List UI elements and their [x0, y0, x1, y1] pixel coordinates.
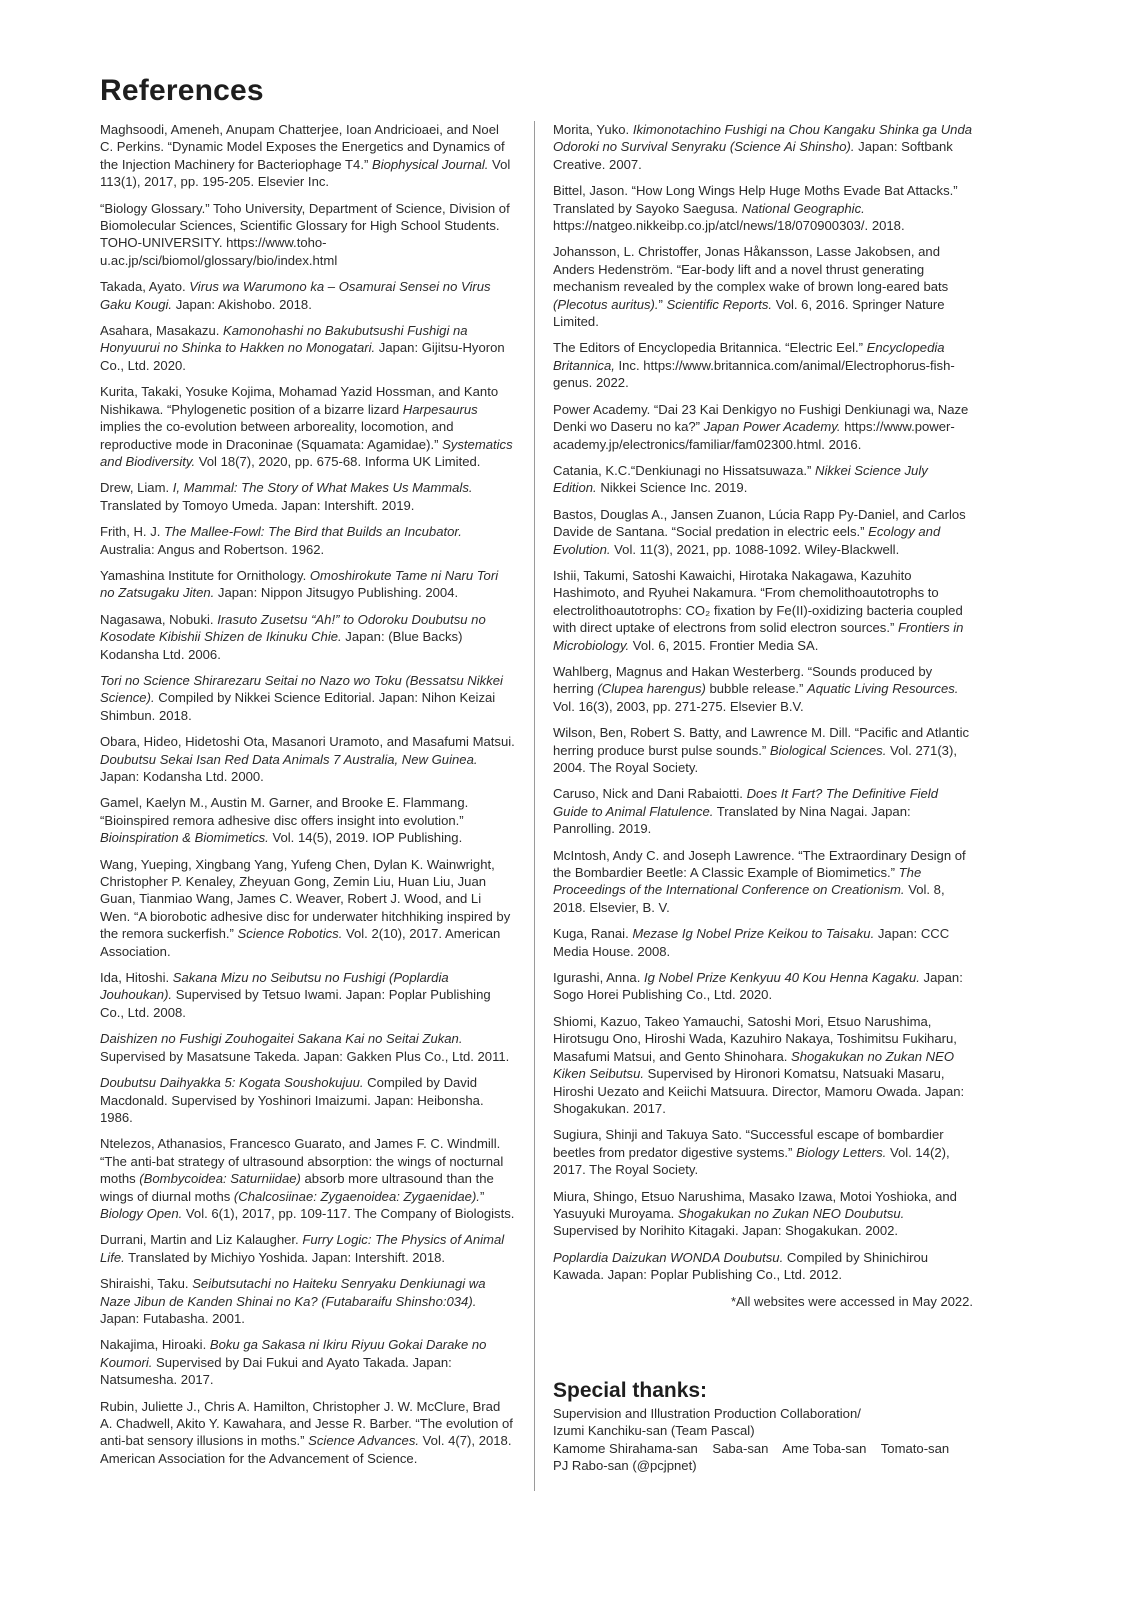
- special-thanks: [553, 1379, 973, 1475]
- reference-text: Yamashina Institute for Ornithology.: [100, 567, 310, 583]
- reference-text: Japan: CCC Media House. 2008.: [553, 926, 950, 959]
- reference-title: Biology Letters.: [796, 1144, 887, 1160]
- reference-text: Australia: Angus and Robertson. 1962.: [100, 541, 325, 557]
- reference-entry: [100, 672, 515, 724]
- reference-text: Vol. 11(3), 2021, pp. 1088-1092. Wiley-Blackwell.: [610, 541, 900, 557]
- reference-text: Supervised by Norihito Kitagaki. Japan: Shogakukan. 2002.: [553, 1223, 899, 1239]
- reference-text: Gamel, Kaelyn M., Austin M. Garner, and Brooke E. Flammang. “Bioinspired remora adhesive disc offers insight into evolution.”: [100, 795, 469, 828]
- reference-text: Miura, Shingo, Etsuo Narushima, Masako Izawa, Motoi Yoshioka, and Yasuyuki Muroyama.: [553, 1188, 957, 1221]
- reference-text: The Editors of Encyclopedia Britannica. “Electric Eel.”: [553, 340, 867, 356]
- reference-text: Sugiura, Shinji and Takuya Sato. “Successful escape of bombardier beetles from predator digestive systems.”: [553, 1127, 944, 1160]
- reference-title: Daishizen no Fushigi Zouhogaitei Sakana Kai no Seitai Zukan.: [100, 1031, 463, 1047]
- reference-text: Vol. 14(2), 2017. The Royal Society.: [553, 1144, 950, 1178]
- reference-title: Scientific Reports.: [666, 296, 773, 312]
- reference-entry: [100, 733, 515, 785]
- reference-entry: [553, 1249, 973, 1284]
- reference-title: I, Mammal: The Story of What Makes Us Mammals.: [172, 480, 473, 496]
- reference-entry: [100, 479, 515, 514]
- reference-entry: [100, 121, 515, 191]
- reference-text: Inc. https://www.britannica.com/animal/Electrophorus-fish-genus. 2022.: [553, 357, 955, 391]
- reference-text: Japan: Nippon Jitsugyo Publishing. 2004.: [214, 585, 459, 601]
- reference-text: Vol. 14(5), 2019. IOP Publishing.: [268, 830, 463, 846]
- reference-text: “Biology Glossary.” Toho University, Department of Science, Division of Biomolecular Sciences, Scientific Glossary for High School Students. TOHO-UNIVERSITY. https://www.toho-u.ac.jp/sci/biomol/glossary/bio/index.html: [100, 200, 510, 268]
- reference-entry: [100, 567, 515, 602]
- reference-text: Nagasawa, Nobuki.: [100, 611, 218, 627]
- reference-title: National Geographic.: [741, 200, 865, 216]
- reference-text: Ida, Hitoshi.: [100, 970, 173, 986]
- reference-title: Tori no Science Shirarezaru Seitai no Nazo wo Toku (Bessatsu Nikkei Science).: [100, 672, 503, 706]
- references-right-column: [553, 121, 973, 1310]
- reference-text: Vol. 8, 2018. Elsevier, B. V.: [553, 882, 945, 915]
- reference-text: Supervised by Masatsune Takeda. Japan: Gakken Plus Co., Ltd. 2011.: [100, 1048, 510, 1064]
- reference-text: Asahara, Masakazu.: [100, 323, 223, 339]
- reference-text: bubble release.”: [705, 681, 808, 697]
- reference-text: Bastos, Douglas A., Jansen Zuanon, Lúcia Rapp Py-Daniel, and Carlos Davide de Santana. “Social predation in electric eels.”: [553, 506, 966, 540]
- reference-entry: [553, 925, 973, 960]
- reference-entry: [553, 663, 973, 715]
- reference-text: Compiled by Nikkei Science Editorial. Japan: Nihon Keizai Shimbun. 2018.: [100, 690, 496, 723]
- special-thanks-line: Supervision and Illustration Production Collaboration/: [553, 1406, 861, 1421]
- reference-entry: [100, 322, 515, 374]
- references-left-column: [100, 121, 515, 1476]
- reference-title: Frontiers in Microbiology.: [553, 620, 964, 653]
- reference-text: Bittel, Jason. “How Long Wings Help Huge Moths Evade Bat Attacks.” Translated by Sayoko Saegusa.: [553, 183, 958, 216]
- reference-text: Igurashi, Anna.: [553, 970, 644, 986]
- reference-title: (Plecotus auritus).: [553, 296, 659, 312]
- reference-entry: [100, 200, 515, 270]
- reference-title: Encyclopedia Britannica,: [553, 340, 945, 373]
- reference-text: ”: [479, 1188, 485, 1204]
- reference-title: Sakana Mizu no Seibutsu no Fushigi (Poplardia Jouhoukan).: [100, 970, 449, 1003]
- reference-title: (Bombycoidea: Saturniidae): [139, 1171, 301, 1187]
- reference-text: Wahlberg, Magnus and Hakan Westerberg. “Sounds produced by herring: [553, 663, 933, 697]
- reference-text: Translated by Nina Nagai. Japan: Panrolling. 2019.: [553, 803, 911, 837]
- reference-text: Japan: Kodansha Ltd. 2000.: [100, 769, 264, 784]
- reference-text: Japan: Sogo Horei Publishing Co., Ltd. 2020.: [553, 970, 963, 1003]
- reference-text: https://www.power-academy.jp/electronics/familiar/fam02300.html. 2016.: [553, 419, 955, 452]
- reference-text: Vol 18(7), 2020, pp. 675-68. Informa UK Limited.: [195, 453, 481, 469]
- reference-title: Doubutsu Daihyakka 5: Kogata Soushokujuu.: [100, 1075, 364, 1091]
- reference-entry: [100, 1275, 515, 1327]
- reference-text: Shiomi, Kazuo, Takeo Yamauchi, Satoshi Mori, Etsuo Narushima, Hirotsugu Ono, Hiroshi Wada, Kazuhiro Nakaya, Toshimitsu Fukiharu, Masafumi Matsui, and Gento Shinohara.: [553, 1013, 957, 1064]
- reference-entry: [553, 506, 973, 558]
- reference-entry: [100, 1135, 515, 1222]
- reference-title: Virus wa Warumono ka – Osamurai Sensei no Virus Gaku Kougi.: [100, 279, 491, 312]
- page-title: References: [100, 74, 264, 107]
- reference-entry: [553, 969, 973, 1004]
- reference-title: Ikimonotachino Fushigi na Chou Kangaku Shinka ga Unda Odoroki no Survival Senyraku (Science Ai Shinsho).: [553, 122, 973, 155]
- reference-text: Vol. 271(3), 2004. The Royal Society.: [553, 742, 957, 775]
- reference-text: Kuga, Ranai.: [553, 926, 633, 942]
- reference-text: ”: [658, 296, 667, 312]
- reference-text: Nakajima, Hiroaki.: [100, 1337, 210, 1353]
- special-thanks-title: Special thanks:: [553, 1379, 708, 1402]
- reference-text: Japan: Futabasha. 2001.: [100, 1310, 245, 1326]
- reference-entry: [100, 1336, 515, 1388]
- reference-text: Rubin, Juliette J., Chris A. Hamilton, Christopher J. W. McClure, Brad A. Chadwell, Akito Y. Kawahara, and Jesse R. Barber. “The evolution of anti-bat sensory illusions in moths.”: [100, 1398, 513, 1449]
- reference-entry: [100, 1231, 515, 1266]
- reference-title: Systematics and Biodiversity.: [100, 436, 513, 469]
- reference-entry: [553, 1013, 973, 1117]
- reference-entry: [100, 1074, 515, 1126]
- reference-text: Durrani, Martin and Liz Kalaugher.: [100, 1232, 303, 1248]
- reference-entry: [553, 724, 973, 776]
- reference-title: Shogakukan no Zukan NEO Doubutsu.: [677, 1205, 905, 1221]
- special-thanks-line: Kamome Shirahama-san Saba-san Ame Toba-san Tomato-san: [553, 1440, 950, 1456]
- reference-title: Does It Fart? The Definitive Field Guide to Animal Flatulence.: [553, 786, 938, 819]
- special-thanks-line: Izumi Kanchiku-san (Team Pascal): [553, 1423, 755, 1439]
- reference-text: Japan: Akishobo. 2018.: [172, 296, 312, 312]
- reference-title: The Mallee-Fowl: The Bird that Builds an Incubator.: [164, 524, 462, 540]
- reference-title: Seibutsutachi no Haiteku Senryaku Denkiunagi wa Naze Jibun de Kanden Shinai no Ka? (Futabaraifu Shinsho:034).: [100, 1276, 486, 1309]
- reference-text: Japan: (Blue Backs) Kodansha Ltd. 2006.: [100, 629, 463, 662]
- reference-title: Science Advances.: [308, 1433, 420, 1449]
- reference-title: Omoshirokute Tame ni Naru Tori no Zatsugaku Jiten.: [100, 567, 499, 601]
- reference-text: Supervised by Hironori Komatsu, Natsuaki Masaru, Hiroshi Uezato and Keiichi Matsuura. Director, Mamoru Owada. Japan: Shogakukan. 2017.: [553, 1066, 965, 1116]
- reference-text: Nikkei Science Inc. 2019.: [596, 480, 748, 496]
- reference-title: Harpesaurus: [402, 401, 478, 417]
- access-note: *All websites were accessed in May 2022.: [730, 1293, 973, 1309]
- reference-title: Kamonohashi no Bakubutsushi Fushigi na Honyuurui no Shinka to Hakken no Monogatari.: [100, 323, 468, 356]
- reference-text: Japan: Softbank Creative. 2007.: [553, 139, 953, 172]
- reference-entry: [100, 1398, 515, 1468]
- reference-text: Vol. 16(3), 2003, pp. 271-275. Elsevier B.V.: [553, 698, 804, 714]
- reference-text: Morita, Yuko.: [553, 122, 633, 137]
- reference-title: Boku ga Sakasa ni Ikiru Riyuu Gokai Darake no Koumori.: [100, 1337, 487, 1370]
- reference-title: Poplardia Daizukan WONDA Doubutsu.: [553, 1249, 784, 1265]
- reference-text: absorb more ultrasound than the wings of diurnal moths: [100, 1171, 494, 1204]
- reference-text: Vol. 2(10), 2017. American Association.: [100, 926, 501, 959]
- reference-entry: [553, 847, 973, 917]
- reference-text: Shiraishi, Taku.: [100, 1276, 193, 1292]
- reference-entry: [100, 383, 515, 470]
- reference-entry: [100, 611, 515, 663]
- reference-entry: [100, 523, 515, 558]
- column-divider: [534, 121, 535, 1491]
- reference-entry: [553, 1126, 973, 1178]
- reference-text: Supervised by Dai Fukui and Ayato Takada. Japan: Natsumesha. 2017.: [100, 1354, 452, 1388]
- reference-title: Doubutsu Sekai Isan Red Data Animals 7 Australia, New Guinea.: [100, 751, 478, 767]
- reference-entry: [553, 567, 973, 654]
- reference-title: Bioinspiration & Biomimetics.: [100, 830, 269, 846]
- reference-text: Vol. 4(7), 2018. American Association for the Advancement of Science.: [100, 1433, 512, 1466]
- reference-entry: [553, 401, 973, 453]
- reference-title: Ecology and Evolution.: [553, 524, 941, 557]
- reference-entry: [100, 794, 515, 846]
- reference-title: Biology Open.: [100, 1205, 183, 1221]
- reference-text: Takada, Ayato.: [100, 279, 190, 295]
- reference-text: Supervised by Tetsuo Iwami. Japan: Poplar Publishing Co., Ltd. 2008.: [100, 987, 491, 1020]
- reference-text: Caruso, Nick and Dani Rabaiotti.: [553, 786, 747, 802]
- reference-entry: [553, 1188, 973, 1240]
- reference-entry: [553, 785, 973, 837]
- reference-text: Ishii, Takumi, Satoshi Kawaichi, Hirotaka Nakagawa, Kazuhito Hashimoto, and Ryuhei Nakamura. “From chemolithoautotrophs to electrolithoautotrophs: CO₂ fixation by Fe(II)-oxidizing bacteria coupled with direct uptake of electrons from solid electron sources.”: [553, 567, 963, 636]
- reference-text: Johansson, L. Christoffer, Jonas Håkansson, Lasse Jakobsen, and Anders Hedenström. “Ear-body lift and a novel thrust generating mechanism revealed by the complex wake of brown long-eared bats: [553, 244, 949, 295]
- reference-text: Vol. 6, 2015. Frontier Media SA.: [629, 637, 819, 653]
- reference-text: Ntelezos, Athanasios, Francesco Guarato, and James F. C. Windmill. “The anti-bat strategy of ultrasound absorption: the wings of nocturnal moths: [100, 1136, 504, 1187]
- reference-title: (Chalcosiinae: Zygaenoidea: Zygaenidae).: [233, 1188, 480, 1204]
- reference-title: Mezase Ig Nobel Prize Keikou to Taisaku.: [632, 926, 875, 942]
- reference-entry: [100, 969, 515, 1021]
- reference-text: Obara, Hideo, Hidetoshi Ota, Masanori Uramoto, and Masafumi Matsui.: [100, 734, 515, 750]
- reference-text: Vol. 6(1), 2017, pp. 109-117. The Company of Biologists.: [182, 1205, 515, 1221]
- reference-text: Maghsoodi, Ameneh, Anupam Chatterjee, Ioan Andricioaei, and Noel C. Perkins. “Dynamic Model Exposes the Energetics and Dynamics of the Injection Machinery for Bacteriophage T4.”: [100, 122, 505, 172]
- reference-title: Biological Sciences.: [769, 742, 887, 758]
- reference-entry: [100, 1030, 515, 1065]
- reference-title: Japan Power Academy.: [703, 419, 841, 435]
- reference-text: Translated by Michiyo Yoshida. Japan: Intershift. 2018.: [124, 1249, 446, 1265]
- reference-text: Wilson, Ben, Robert S. Batty, and Lawrence M. Dill. “Pacific and Atlantic herring produce burst pulse sounds.”: [553, 725, 970, 758]
- reference-title: Biophysical Journal.: [371, 156, 489, 172]
- reference-text: https://natgeo.nikkeibp.co.jp/atcl/news/18/070900303/. 2018.: [553, 218, 905, 234]
- reference-title: Nikkei Science July Edition.: [553, 462, 928, 496]
- reference-title: Furry Logic: The Physics of Animal Life.: [100, 1232, 505, 1265]
- reference-text: Vol. 6, 2016. Springer Nature Limited.: [553, 296, 945, 330]
- reference-text: Frith, H. J.: [100, 524, 165, 540]
- reference-title: Aquatic Living Resources.: [807, 681, 959, 697]
- reference-title: Science Robotics.: [237, 926, 343, 942]
- reference-entry: [553, 243, 973, 330]
- reference-text: Japan: Gijitsu-Hyoron Co., Ltd. 2020.: [100, 340, 505, 373]
- reference-text: Compiled by David Macdonald. Supervised by Yoshinori Imaizumi. Japan: Heibonsha. 1986.: [100, 1075, 484, 1125]
- reference-title: (Clupea harengus): [597, 681, 706, 697]
- reference-title: The Proceedings of the International Conference on Creationism.: [553, 865, 922, 898]
- reference-title: Ig Nobel Prize Kenkyuu 40 Kou Henna Kagaku.: [644, 970, 920, 986]
- reference-entry: [553, 339, 973, 391]
- special-thanks-line: PJ Rabo-san (@pcjpnet): [553, 1458, 697, 1474]
- reference-entry: [553, 462, 973, 497]
- reference-text: Vol 113(1), 2017, pp. 195-205. Elsevier Inc.: [100, 156, 511, 190]
- reference-text: Translated by Tomoyo Umeda. Japan: Intershift. 2019.: [100, 497, 415, 513]
- reference-entry: [553, 121, 973, 173]
- reference-text: McIntosh, Andy C. and Joseph Lawrence. “The Extraordinary Design of the Bombardier Beetle: A Classic Example of Biomimetics.”: [553, 847, 966, 881]
- reference-text: Power Academy. “Dai 23 Kai Denkigyo no Fushigi Denkiunagi wa, Naze Denki wo Daseru no ka?”: [553, 401, 969, 435]
- reference-title: Shogakukan no Zukan NEO Kiken Seibutsu.: [553, 1048, 955, 1082]
- reference-title: Irasuto Zusetsu “Ah!” to Odoroku Doubutsu no Kosodate Kibishii Shizen de Ikinuku Chie.: [100, 611, 486, 645]
- reference-entry: [553, 182, 973, 234]
- reference-text: Kurita, Takaki, Yosuke Kojima, Mohamad Yazid Hossman, and Kanto Nishikawa. “Phylogenetic position of a bizarre lizard: [100, 384, 499, 417]
- reference-text: Wang, Yueping, Xingbang Yang, Yufeng Chen, Dylan K. Wainwright, Christopher P. Kenaley, Zheyuan Gong, Zemin Liu, Huan Liu, Juan Guan, Tianmiao Wang, James C. Weaver, Robert J. Wood, and Li Wen. “A biorobotic adhesive disc for underwater hitchhiking inspired by the remora suckerfish.”: [100, 856, 511, 942]
- reference-entry: [100, 856, 515, 960]
- reference-text: implies the co-evolution between arboreality, locomotion, and reproductive mode in Draconinae (Squamata: Agamidae).”: [100, 419, 454, 452]
- reference-text: Drew, Liam.: [100, 480, 173, 496]
- reference-text: Compiled by Shinichirou Kawada. Japan: Poplar Publishing Co., Ltd. 2012.: [553, 1249, 929, 1283]
- reference-text: Catania, K.C.“Denkiunagi no Hissatsuwaza.”: [553, 462, 815, 478]
- reference-entry: [100, 278, 515, 313]
